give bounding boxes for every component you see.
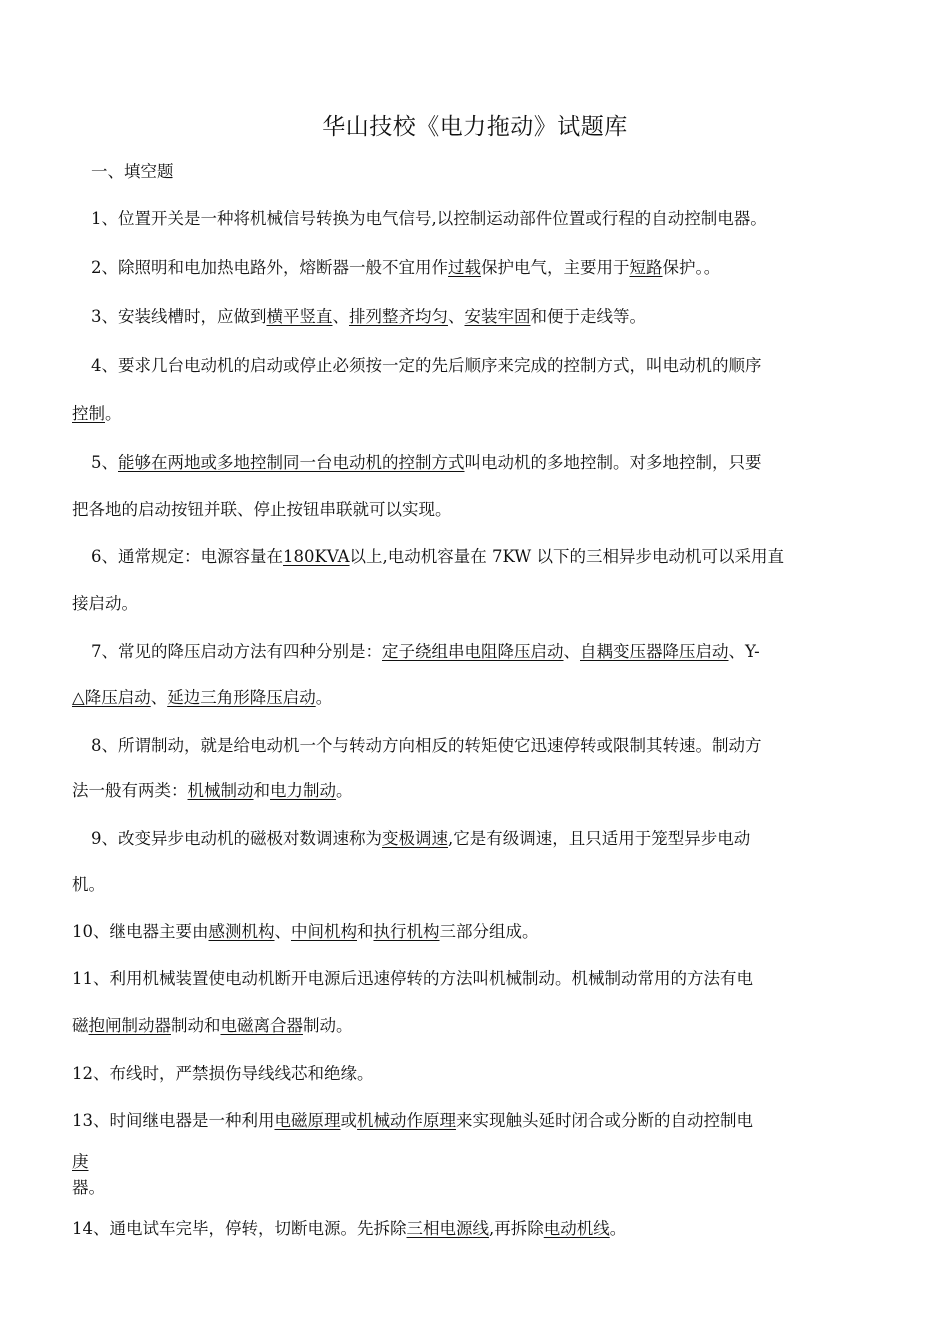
question-line <box>72 1062 882 1086</box>
line-text: 。 <box>609 1219 627 1238</box>
line-text: 制动和 <box>171 1016 221 1035</box>
line-text: 7、常见的降压启动方法有四种分别是： <box>91 642 382 661</box>
section-heading: 一、填空题 <box>91 162 174 181</box>
question-line <box>72 1150 882 1174</box>
question-line <box>72 592 882 616</box>
line-text: 器。 <box>72 1178 105 1197</box>
line-text: 接启动。 <box>72 594 138 613</box>
answer-blank: 电磁离合器 <box>220 1016 303 1035</box>
question-line <box>72 1176 882 1200</box>
line-text: 8、所谓制动，就是给电动机一个与转动方向相反的转矩使它迅速停转或限制其转速。制动方 <box>91 736 762 755</box>
line-text: 、Y- <box>728 642 760 661</box>
question-line <box>91 305 882 329</box>
answer-blank: 执行机构 <box>373 922 440 941</box>
question-line <box>91 451 882 475</box>
line-text: 。 <box>105 404 122 423</box>
question-line <box>72 967 882 991</box>
answer-blank: 控制 <box>72 404 105 423</box>
line-text: 11、利用机械装置使电动机断开电源后迅速停转的方法叫机械制动。机械制动常用的方法有电 <box>72 969 753 988</box>
answer-blank: 180KVA <box>283 547 350 566</box>
answer-blank: 庚 <box>72 1152 89 1171</box>
question-line <box>72 686 882 710</box>
answer-blank: 中间机构 <box>291 922 357 941</box>
line-text: 以上,电动机容量在 7KW 以下的三相异步电动机可以采用直 <box>349 547 784 566</box>
answer-blank: 电动机线 <box>543 1219 610 1238</box>
question-line <box>72 402 882 426</box>
answer-blank: 三相电源线 <box>406 1219 489 1238</box>
line-text: 1、位置开关是一种将机械信号转换为电气信号,以控制运动部件位置或行程的自动控制电器。 <box>91 209 767 228</box>
answer-blank: 延边三角形降压启动 <box>167 688 316 707</box>
line-text: 、 <box>332 307 349 326</box>
line-text: 和 <box>253 781 270 800</box>
line-text: 叫电动机的多地控制。对多地控制，只要 <box>464 453 762 472</box>
line-text: 12、布线时，严禁损伤导线线芯和绝缘。 <box>72 1064 374 1083</box>
answer-blank: 定子绕组串电阻降压启动 <box>382 642 564 661</box>
line-text: 磁 <box>72 1016 89 1035</box>
answer-blank: 抱闸制动器 <box>88 1016 171 1035</box>
answer-blank: 能够在两地或多地控制同一台电动机的控制方式 <box>118 453 465 472</box>
line-text: ,它是有级调速，且只适用于笼型异步电动 <box>448 829 751 848</box>
line-text: 制动。 <box>303 1016 353 1035</box>
question-line <box>91 734 882 758</box>
page-title: 华山技校《电力拖动》试题库 <box>322 114 628 140</box>
line-text: 把各地的启动按钮并联、停止按钮串联就可以实现。 <box>72 500 452 519</box>
line-text: 。 <box>315 688 333 707</box>
question-line <box>91 640 882 664</box>
question-line <box>72 873 882 897</box>
line-text: 、 <box>448 307 465 326</box>
line-text: 法一般有两类： <box>72 781 188 800</box>
answer-blank: 机械动作原理 <box>357 1111 456 1130</box>
answer-blank: 自耦变压器降压启动 <box>580 642 729 661</box>
line-text: ,再拆除 <box>489 1219 544 1238</box>
line-text: 2、除照明和电加热电路外，熔断器一般不宜用作 <box>91 258 448 277</box>
line-text: 4、要求几台电动机的启动或停止必须按一定的先后顺序来完成的控制方式，叫电动机的顺序 <box>91 356 762 375</box>
answer-blank: 安装牢固 <box>464 307 531 326</box>
question-line <box>91 256 882 280</box>
line-text: 10、继电器主要由 <box>72 922 209 941</box>
answer-blank: 感测机构 <box>208 922 275 941</box>
question-line <box>72 779 882 803</box>
line-text: 6、通常规定：电源容量在 <box>91 547 283 566</box>
line-text: 13、时间继电器是一种利用 <box>72 1111 275 1130</box>
question-line <box>91 545 882 569</box>
line-text: 5、 <box>91 453 118 472</box>
line-text: 三部分组成。 <box>439 922 539 941</box>
answer-blank: 横平竖直 <box>266 307 333 326</box>
question-line <box>72 498 882 522</box>
line-text: 。 <box>336 781 353 800</box>
line-text: 机。 <box>72 875 105 894</box>
answer-blank: 电磁原理 <box>274 1111 341 1130</box>
answer-blank: 机械制动 <box>187 781 254 800</box>
answer-blank: 排列整齐均匀 <box>349 307 448 326</box>
answer-blank: 电力制动 <box>270 781 336 800</box>
question-line <box>91 207 882 231</box>
question-line <box>72 1217 882 1241</box>
line-text: 或 <box>340 1111 357 1130</box>
line-text: 、 <box>274 922 291 941</box>
question-line <box>72 1109 882 1133</box>
line-text: 、 <box>563 642 580 661</box>
line-text: 保护。。 <box>662 258 721 277</box>
line-text: 和便于走线等。 <box>530 307 646 326</box>
line-text: 、 <box>150 688 168 707</box>
question-line <box>72 1014 882 1038</box>
line-text: 来实现触头延时闭合或分断的自动控制电 <box>456 1111 753 1130</box>
line-text: 3、安装线槽时，应做到 <box>91 307 267 326</box>
question-line <box>91 354 882 378</box>
line-text: 14、通电试车完毕，停转，切断电源。先拆除 <box>72 1219 407 1238</box>
answer-blank: 短路 <box>629 258 663 277</box>
answer-blank: △降压启动 <box>72 688 151 707</box>
line-text: 保护电气，主要用于 <box>481 258 630 277</box>
question-line <box>91 827 882 851</box>
line-text: 和 <box>357 922 374 941</box>
answer-blank: 变极调速 <box>382 829 448 848</box>
line-text: 9、改变异步电动机的磁极对数调速称为 <box>91 829 382 848</box>
answer-blank: 过载 <box>448 258 481 277</box>
question-line <box>72 920 882 944</box>
